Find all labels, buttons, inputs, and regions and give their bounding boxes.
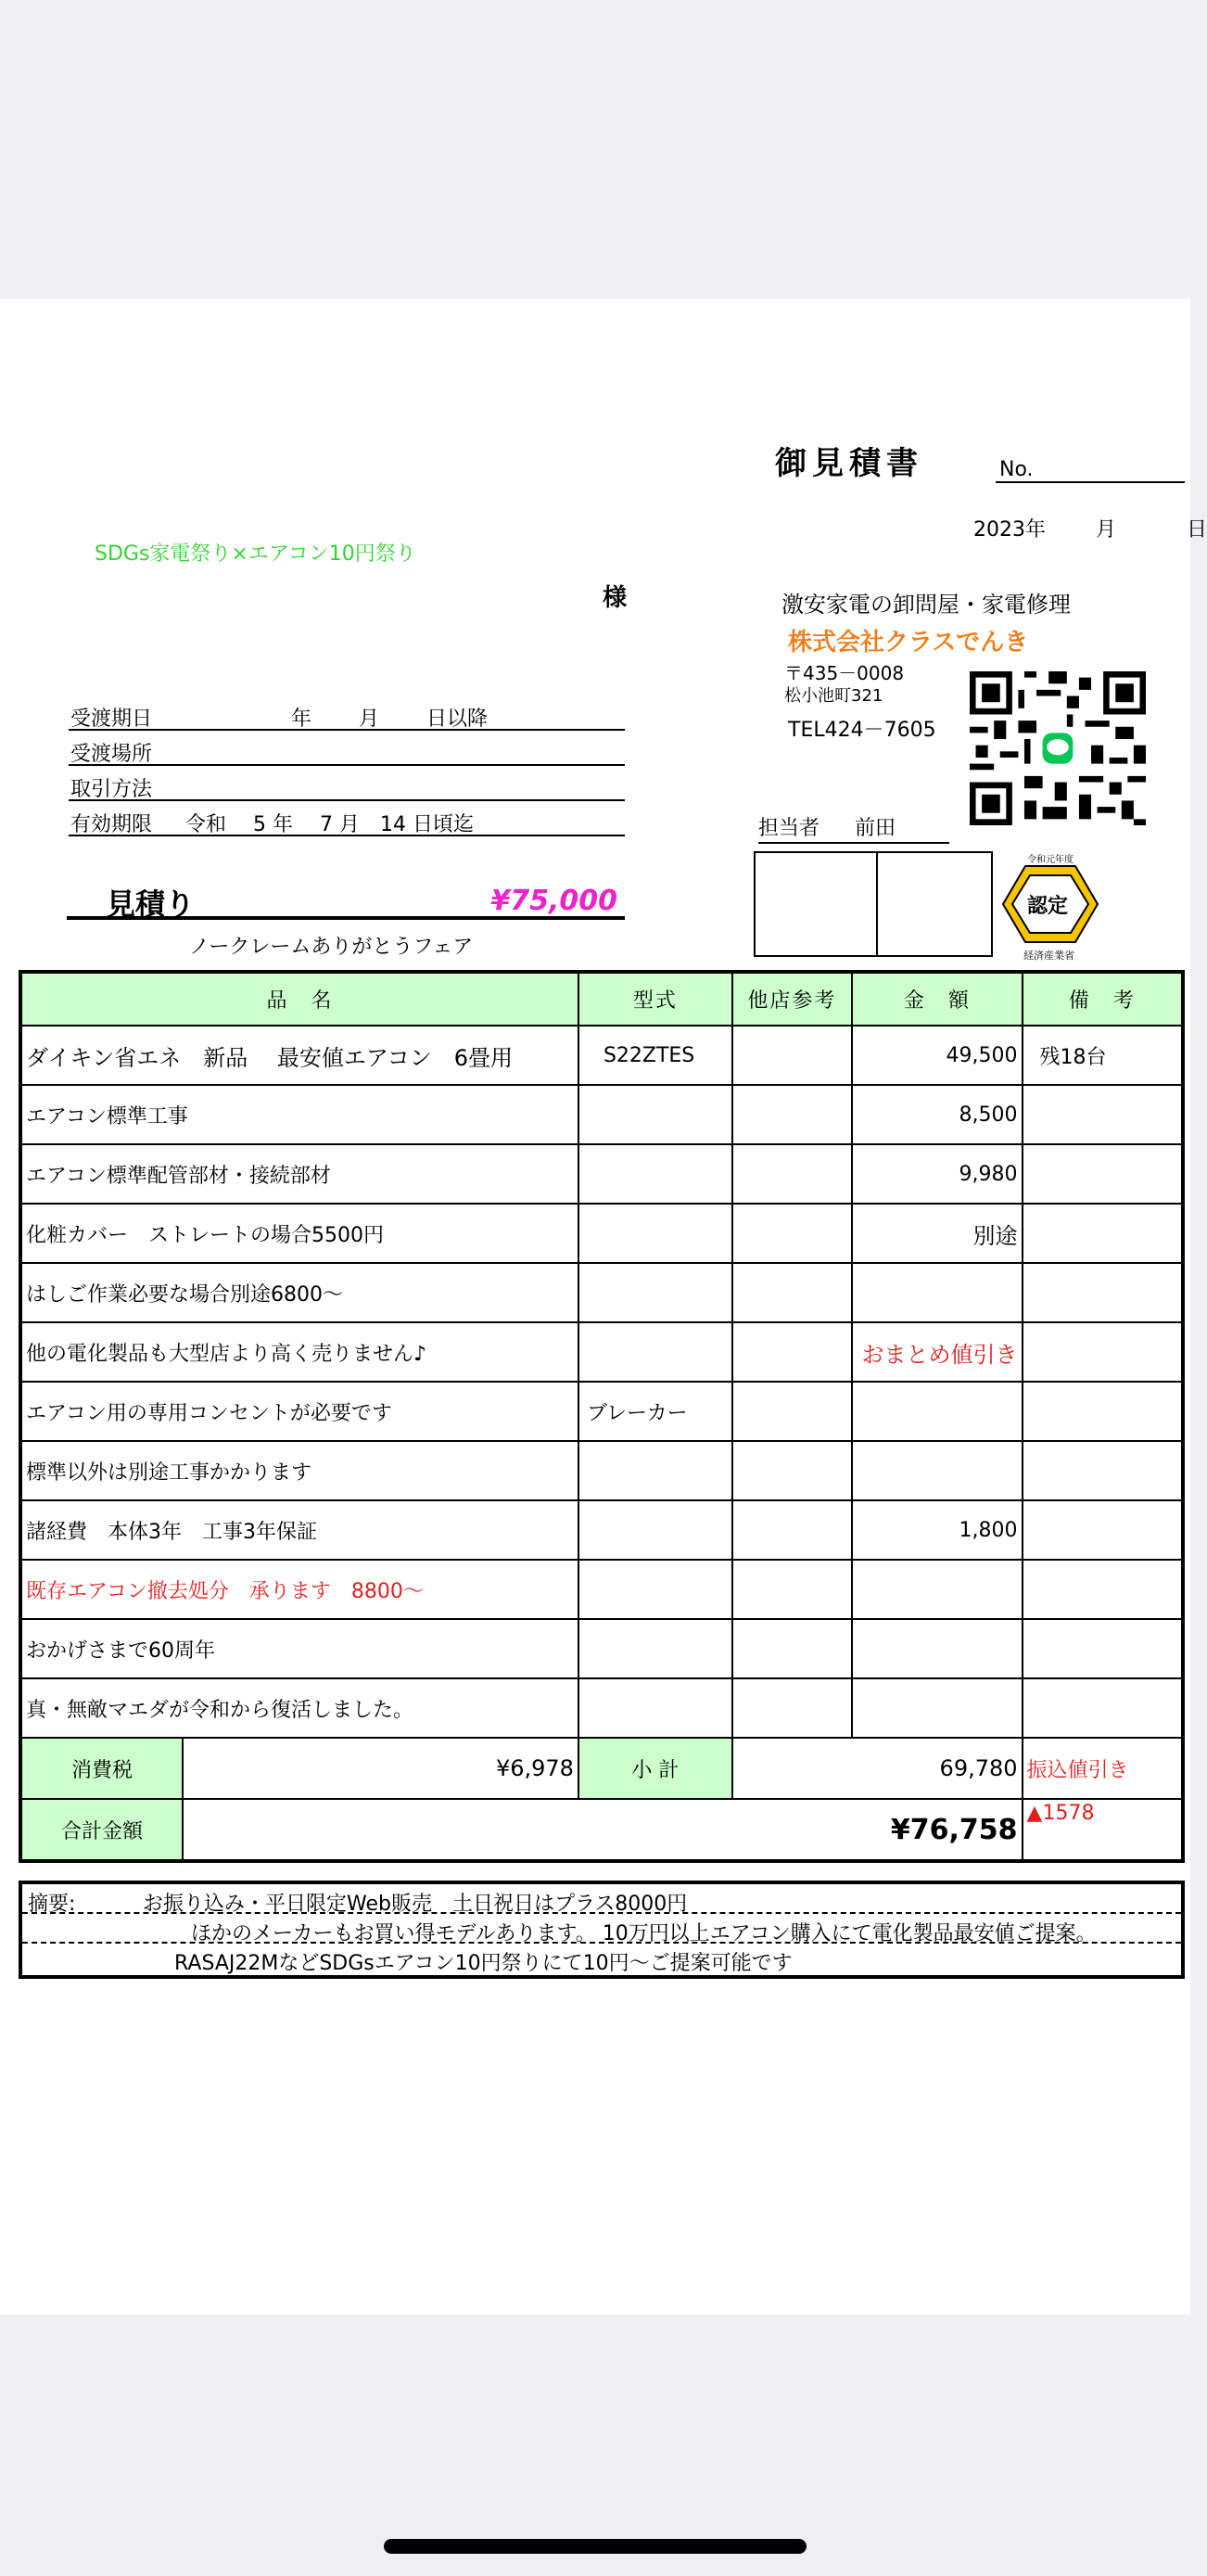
item-name: 化粧カバー ストレートの場合5500円 xyxy=(20,1204,578,1263)
item-model: ブレーカー xyxy=(578,1382,732,1441)
table-row xyxy=(20,1204,1183,1263)
estimate-amount: ¥75,000 xyxy=(490,885,617,917)
item-name: 既存エアコン撤去処分 承ります 8800～ xyxy=(20,1560,578,1619)
item-name: はしご作業必要な場合別途6800～ xyxy=(20,1263,578,1322)
items-table xyxy=(19,970,1185,1863)
info-row-delivery-place xyxy=(69,733,625,766)
table-row xyxy=(20,1500,1183,1560)
shop-address: 松小池町321 xyxy=(784,686,883,706)
table-header-row xyxy=(20,972,1183,1026)
total-value: ¥76,758 xyxy=(890,1813,1018,1846)
header-amount: 金 額 xyxy=(852,972,1022,1026)
item-other xyxy=(732,1500,852,1560)
info-row-expiry xyxy=(69,803,625,836)
total-label: 合計金額 xyxy=(22,1800,184,1859)
item-name: エアコン標準工事 xyxy=(20,1085,578,1144)
cert-bottom-text: 経済産業省 xyxy=(1023,950,1074,962)
header-note: 備 考 xyxy=(1023,972,1183,1026)
item-amount xyxy=(852,1560,1022,1619)
summary-label: 摘要: xyxy=(28,1893,76,1916)
item-note xyxy=(1023,1085,1183,1144)
summary-text-2: ほかのメーカーもお買い得モデルあります。 10万円以上エアコン購入にて電化製品最安値ご提案。 xyxy=(191,1922,1097,1945)
shop-tel: TEL424－7605 xyxy=(788,719,936,742)
item-name: おかげさまで60周年 xyxy=(20,1619,578,1678)
item-note xyxy=(1023,1382,1183,1441)
item-note xyxy=(1023,1678,1183,1738)
date-year: 2023年 xyxy=(973,518,1046,542)
item-name: 他の電化製品も大型店より高く売りません♪ xyxy=(20,1322,578,1382)
table-row xyxy=(20,1263,1183,1322)
table-row xyxy=(20,1560,1183,1619)
cert-main-text: 認定 xyxy=(1027,895,1069,918)
discount-note: 振込値引き xyxy=(1023,1738,1183,1799)
estimate-total-line xyxy=(67,881,625,920)
item-other xyxy=(732,1204,852,1263)
item-other xyxy=(732,1026,852,1085)
info-label: 受渡場所 xyxy=(70,743,153,766)
staff-label: 担当者 xyxy=(758,817,820,840)
total-note: ▲1578 xyxy=(1023,1799,1183,1861)
table-row xyxy=(20,1382,1183,1441)
item-other xyxy=(732,1441,852,1500)
header-name: 品 名 xyxy=(20,972,578,1026)
table-row xyxy=(20,1619,1183,1678)
item-model xyxy=(578,1085,732,1144)
qr-code-icon xyxy=(970,671,1146,825)
item-model xyxy=(578,1322,732,1382)
item-amount xyxy=(852,1619,1022,1678)
item-other xyxy=(732,1144,852,1204)
summary-line-3 xyxy=(22,1945,1181,1973)
item-note xyxy=(1023,1619,1183,1678)
summary-text-3: RASAJ22MなどSDGsエアコン10円祭りにて10円～ご提案可能です xyxy=(174,1952,793,1975)
table-row xyxy=(20,1144,1183,1204)
fair-text: ノークレームありがとうフェア xyxy=(189,936,474,959)
date-month: 月 xyxy=(1096,518,1117,542)
item-amount: 8,500 xyxy=(852,1085,1022,1144)
document-title: 御見積書 xyxy=(775,445,923,482)
subtotal-value: 69,780 xyxy=(732,1738,1023,1799)
estimate-label: 見積り xyxy=(106,886,196,922)
item-note xyxy=(1023,1263,1183,1322)
item-amount xyxy=(852,1678,1022,1738)
table-row xyxy=(20,1026,1183,1085)
item-amount xyxy=(852,1441,1022,1500)
tax-label: 消費税 xyxy=(22,1739,184,1798)
summary-text-1: お振り込み・平日限定Web販売 土日祝日はプラス8000円 xyxy=(143,1893,688,1916)
item-note xyxy=(1023,1204,1183,1263)
item-model xyxy=(578,1144,732,1204)
item-amount: 別途 xyxy=(852,1204,1022,1263)
estimate-document xyxy=(0,299,1207,2315)
table-row xyxy=(20,1678,1183,1738)
campaign-text: SDGs家電祭り×エアコン10円祭り xyxy=(95,542,416,566)
info-label: 受渡期日 xyxy=(70,708,153,731)
item-model xyxy=(578,1678,732,1738)
item-model xyxy=(578,1619,732,1678)
item-note xyxy=(1023,1560,1183,1619)
item-other xyxy=(732,1263,852,1322)
table-row xyxy=(20,1322,1183,1382)
summary-line-1 xyxy=(22,1886,1181,1914)
item-other xyxy=(732,1560,852,1619)
subtotal-label: 小 計 xyxy=(578,1738,732,1799)
item-amount: 49,500 xyxy=(852,1026,1022,1085)
item-name: 真・無敵マエダが令和から復活しました。 xyxy=(20,1678,578,1738)
total-row xyxy=(20,1799,1183,1861)
info-label: 有効期限 xyxy=(70,813,153,836)
item-note xyxy=(1023,1144,1183,1204)
item-name: ダイキン省エネ 新品 最安値エアコン 6畳用 xyxy=(20,1026,578,1085)
item-other xyxy=(732,1085,852,1144)
item-note xyxy=(1023,1322,1183,1382)
summary-line-2 xyxy=(22,1916,1181,1944)
tax-subtotal-row xyxy=(20,1738,1183,1799)
header-other-store: 他店参考 xyxy=(732,972,852,1026)
honorific: 様 xyxy=(603,584,628,612)
info-row-delivery-date xyxy=(69,697,625,731)
shop-postal: 〒435－0008 xyxy=(784,662,905,684)
certification-badge xyxy=(992,851,1112,961)
summary-box xyxy=(19,1881,1185,1979)
document-number: No. xyxy=(996,458,1185,483)
item-model xyxy=(578,1560,732,1619)
item-amount xyxy=(852,1382,1022,1441)
cert-top-text: 令和元年度 xyxy=(1027,855,1074,865)
stamp-box xyxy=(754,851,993,957)
date-day: 日 xyxy=(1187,518,1207,542)
item-amount: 9,980 xyxy=(852,1144,1022,1204)
total-cell-group xyxy=(20,1799,1023,1861)
item-model xyxy=(578,1263,732,1322)
item-amount: 1,800 xyxy=(852,1500,1022,1560)
info-label: 取引方法 xyxy=(70,778,153,801)
item-amount: おまとめ値引き xyxy=(852,1322,1022,1382)
item-model: S22ZTES xyxy=(578,1026,732,1085)
info-value: 令和 5 年 7 月 14 日頃迄 xyxy=(185,813,474,836)
document-date xyxy=(973,514,1207,542)
item-name: 諸経費 本体3年 工事3年保証 xyxy=(20,1500,578,1560)
info-row-payment-method xyxy=(69,768,625,801)
tax-value: ¥6,978 xyxy=(495,1755,574,1781)
item-name: エアコン用の専用コンセントが必要です xyxy=(20,1382,578,1441)
info-value: 年 月 日以降 xyxy=(291,708,488,731)
item-name: エアコン標準配管部材・接続部材 xyxy=(20,1144,578,1204)
item-other xyxy=(732,1382,852,1441)
staff-name: 前田 xyxy=(855,817,896,840)
item-name: 標準以外は別途工事かかります xyxy=(20,1441,578,1500)
item-other xyxy=(732,1678,852,1738)
item-note xyxy=(1023,1500,1183,1560)
item-model xyxy=(578,1441,732,1500)
staff-row xyxy=(758,812,949,844)
table-row xyxy=(20,1085,1183,1144)
item-model xyxy=(578,1500,732,1560)
item-other xyxy=(732,1619,852,1678)
shop-tagline: 激安家電の卸問屋・家電修理 xyxy=(781,592,1071,618)
header-model: 型式 xyxy=(578,972,732,1026)
table-row xyxy=(20,1441,1183,1500)
item-amount xyxy=(852,1263,1022,1322)
home-indicator[interactable] xyxy=(384,2539,807,2554)
item-note: 残18台 xyxy=(1023,1026,1183,1085)
item-model xyxy=(578,1204,732,1263)
item-note xyxy=(1023,1441,1183,1500)
tax-cell-group xyxy=(20,1738,578,1799)
item-other xyxy=(732,1322,852,1382)
shop-name: 株式会社クラスでんき xyxy=(788,629,1029,657)
